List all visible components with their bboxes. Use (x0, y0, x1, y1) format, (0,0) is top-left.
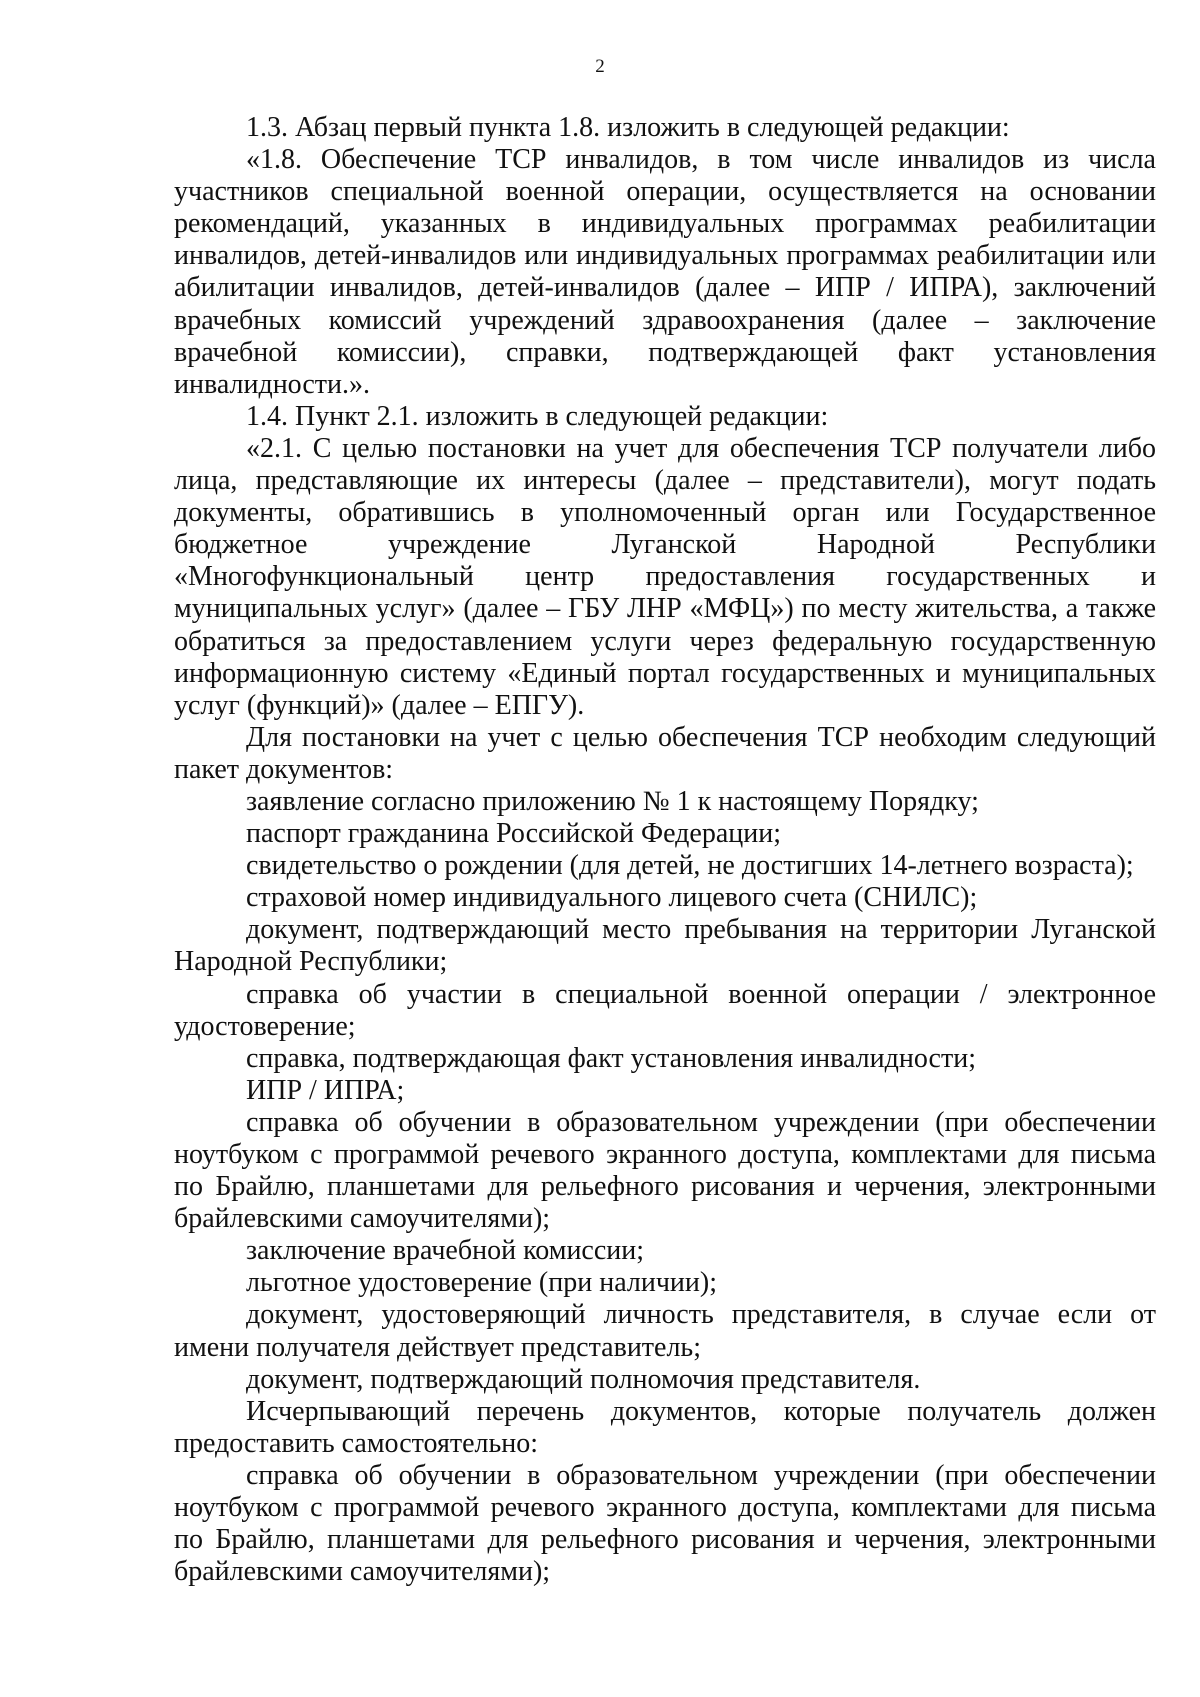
paragraph-2-1-text: «2.1. С целью постановки на учет для обеспечения ТСР получатели либо лица, представляющие их интересы (далее – представители), могут подать документы, обратившись в уполномоченный орган или Государственное бюджетное учреждение Луганской Народной Республики «Многофункциональный центр предоставления государственных и муниципальных услуг» (далее – ГБУ ЛНР «МФЦ») по месту жительства, а также обратиться за предоставлением услуги через федеральную государственную информационную систему «Единый портал государственных и муниципальных услуг (функций)» (далее – ЕПГУ). (174, 432, 1156, 721)
list-item: заключение врачебной комиссии; (246, 1235, 645, 1267)
list-item: страховой номер индивидуального лицевого счета (СНИЛС); (246, 882, 978, 914)
list-item: документ, подтверждающий место пребывания на территории Луганской Народной Республики; (174, 914, 1156, 978)
list-item: справка об обучении в образовательном учреждении (при обеспечении ноутбуком с программой речевого экранного доступа, комплектами для письма по Брайлю, планшетами для рельефного рисования и черчения, электронными брайлевскими самоучителями); (174, 1459, 1156, 1588)
list-item: паспорт гражданина Российской Федерации; (246, 818, 782, 850)
list-item: документ, подтверждающий полномочия представителя. (246, 1363, 921, 1395)
paragraph-1-8-text: «1.8. Обеспечение ТСР инвалидов, в том числе инвалидов из числа участников специальной военной операции, осуществляется на основании рекомендаций, указанных в индивидуальных программах реабилитации инвалидов, детей-инвалидов или индивидуальных программах реабилитации или абилитации инвалидов, детей-инвалидов (далее – ИПР / ИПРА), заключений врачебных комиссий учреждений здравоохранения (далее – заключение врачебной комиссии), справки, подтверждающей факт установления инвалидности.». (174, 144, 1156, 400)
document-body (174, 112, 1156, 1588)
exhaustive-list-intro: Исчерпывающий перечень документов, которые получатель должен предоставить самостоятельно: (174, 1395, 1156, 1459)
list-item: заявление согласно приложению № 1 к настоящему Порядку; (246, 785, 979, 817)
list-item: справка, подтверждающая факт установления инвалидности; (246, 1042, 976, 1074)
page-number: 2 (595, 56, 605, 77)
list-item: справка об обучении в образовательном учреждении (при обеспечении ноутбуком с программой речевого экранного доступа, комплектами для письма по Брайлю, планшетами для рельефного рисования и черчения, электронными брайлевскими самоучителями); (174, 1106, 1156, 1235)
list-item: ИПР / ИПРА; (246, 1074, 405, 1106)
list-item: документ, удостоверяющий личность представителя, в случае если от имени получателя действует представитель; (174, 1299, 1156, 1363)
list-item: справка об участии в специальной военной операции / электронное удостоверение; (174, 978, 1156, 1042)
documents-list-intro: Для постановки на учет с целью обеспечения ТСР необходим следующий пакет документов: (174, 721, 1156, 785)
paragraph-1-4-heading: 1.4. Пункт 2.1. изложить в следующей редакции: (246, 400, 829, 432)
paragraph-1-3-heading: 1.3. Абзац первый пункта 1.8. изложить в следующей редакции: (246, 112, 1010, 143)
list-item: льготное удостоверение (при наличии); (246, 1267, 717, 1299)
list-item: свидетельство о рождении (для детей, не достигших 14-летнего возраста); (246, 850, 1134, 882)
